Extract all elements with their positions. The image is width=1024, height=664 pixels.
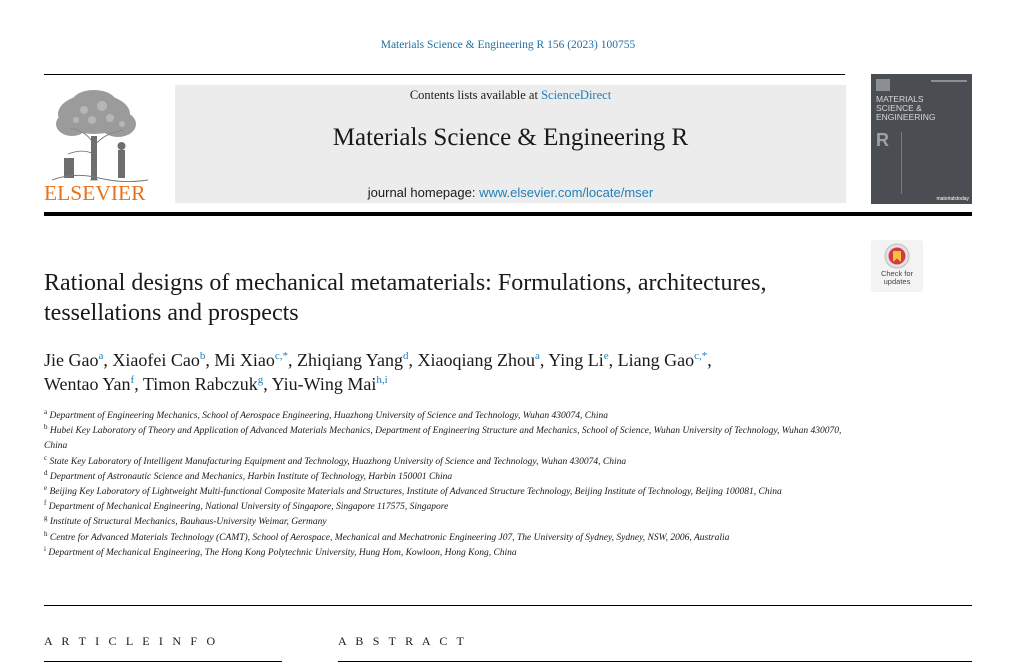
affiliation-text: State Key Laboratory of Intelligent Manufacturing Equipment and Technology, Huazhong University of Science and Technology, Wuhan 430074, China — [49, 456, 627, 467]
check-updates-icon — [884, 243, 910, 269]
author-name[interactable]: Xiaofei Cao — [112, 350, 200, 370]
cover-title-line: ENGINEERING — [876, 112, 936, 122]
author-name[interactable]: Timon Rabczuk — [142, 374, 258, 394]
abstract-heading: A B S T R A C T — [338, 634, 468, 648]
affiliation-text: Institute of Structural Mechanics, Bauhaus-University Weimar, Germany — [49, 517, 327, 528]
cover-top-mark — [876, 79, 890, 91]
affiliation-text: Department of Mechanical Engineering, The Hong Kong Polytechnic University, Hung Hom, Kowloon, Hong Kong, China — [48, 547, 517, 558]
contents-line — [175, 88, 846, 103]
cover-divider — [901, 132, 902, 194]
affiliation — [44, 409, 844, 424]
tree-icon — [44, 84, 154, 182]
affiliation-key: c — [44, 453, 48, 462]
sciencedirect-link[interactable]: ScienceDirect — [541, 88, 612, 102]
cover-title-line: MATERIALS — [876, 94, 924, 104]
author-name[interactable]: Ying Li — [548, 350, 604, 370]
journal-cover-image[interactable] — [871, 74, 972, 204]
article-title-line: tessellations and prospects — [44, 300, 299, 326]
cover-title-line: SCIENCE & — [876, 103, 922, 113]
author-affiliation-mark[interactable]: a — [98, 350, 104, 362]
affiliation — [44, 546, 844, 561]
author-affiliation-mark[interactable]: h,i — [376, 374, 388, 386]
elsevier-wordmark: ELSEVIER — [44, 181, 146, 205]
author-name[interactable]: Jie Gao — [44, 350, 99, 370]
affiliation — [44, 485, 844, 500]
affiliation-key: i — [44, 544, 46, 553]
section-rule — [44, 605, 972, 606]
article-title-line: Rational designs of mechanical metamaterials: Formulations, architectures, — [44, 270, 767, 296]
affiliation-text: Department of Mechanical Engineering, National University of Singapore, Singapore 117575, Singapore — [48, 502, 449, 513]
author-name[interactable]: Mi Xiao — [214, 350, 275, 370]
author-affiliation-mark[interactable]: d — [403, 350, 409, 362]
elsevier-logo[interactable] — [44, 84, 154, 206]
author-name[interactable]: Liang Gao — [617, 350, 695, 370]
author-affiliation-mark[interactable]: c,* — [274, 350, 288, 362]
affiliation-list — [44, 409, 844, 561]
header-bottom-rule — [44, 212, 972, 216]
check-updates-line: Check for — [880, 269, 914, 278]
article-info-rule — [44, 661, 282, 662]
affiliation-key: b — [44, 423, 48, 432]
affiliation-text: Hubei Key Laboratory of Theory and Application of Advanced Materials Mechanics, Department of Engineering Structure and Mechanics, School of Science, Wuhan University of Technology, Wuhan 430070, China — [44, 426, 842, 452]
affiliation-key: f — [44, 499, 47, 508]
author-affiliation-mark[interactable]: b — [199, 350, 206, 362]
cover-letter: R — [876, 130, 889, 150]
affiliation — [44, 500, 844, 515]
check-updates-label — [871, 270, 923, 286]
author-affiliation-mark[interactable]: f — [130, 374, 135, 386]
author-line: Wentao Yan$^f$, Timon Rabczuk$^g$, Yiu-Wing Mai$^{h,i}$ — [44, 374, 388, 394]
affiliation-text: Centre for Advanced Materials Technology (CAMT), School of Aerospace, Mechanical and Mechatronic Engineering J07, The University of Sydney, Sydney, NSW, 2006, Australia — [49, 532, 730, 543]
homepage-link[interactable]: www.elsevier.com/locate/mser — [479, 185, 654, 200]
author-affiliation-mark[interactable]: e — [603, 350, 609, 362]
author-name[interactable]: Yiu-Wing Mai — [271, 374, 377, 394]
author-line: Jie Gao$^a$, Xiaofei Cao$^b$, Mi Xiao$^{c,*}$, Zhiqiang Yang$^d$, Xiaoqiang Zhou$^a$, Ying Li$^e$, Liang Gao$^{c,*}$, — [44, 350, 712, 370]
journal-citation[interactable]: Materials Science & Engineering R 156 (2023) 100755 — [380, 39, 636, 51]
affiliation-text: Beijing Key Laboratory of Lightweight Multi-functional Composite Materials and Structures, Institute of Advanced Structure Technology, Beijing Institute of Technology, Beijing 100081, China — [49, 487, 782, 498]
affiliation-text: Department of Engineering Mechanics, School of Aerospace Engineering, Huazhong University of Science and Technology, Wuhan 430074, China — [49, 411, 608, 421]
affiliation-key: d — [44, 468, 48, 477]
article-title — [44, 268, 854, 328]
affiliation-key: a — [44, 408, 48, 416]
author-affiliation-mark[interactable]: c,* — [694, 350, 708, 362]
author-affiliation-mark[interactable]: a — [534, 350, 540, 362]
article-info-heading: A R T I C L E I N F O — [44, 634, 219, 648]
abstract-rule — [338, 661, 972, 662]
homepage-prefix: journal homepage: — [367, 185, 476, 200]
affiliation-text: Department of Astronautic Science and Mechanics, Harbin Institute of Technology, Harbin 150001 China — [49, 471, 453, 482]
header-top-rule — [44, 74, 845, 75]
author-list — [44, 348, 864, 396]
author-name[interactable]: Wentao Yan — [44, 374, 131, 394]
author-name[interactable]: Xiaoqiang Zhou — [417, 350, 535, 370]
journal-homepage-line — [175, 185, 846, 200]
author-name[interactable]: Zhiqiang Yang — [296, 350, 403, 370]
cover-top-rule — [931, 80, 967, 82]
affiliation — [44, 455, 844, 470]
affiliation-key: h — [44, 529, 48, 538]
cover-title — [876, 95, 971, 122]
affiliation — [44, 470, 844, 485]
affiliation — [44, 531, 844, 546]
contents-prefix: Contents lists available at — [409, 88, 538, 102]
journal-title: Materials Science & Engineering R — [332, 124, 689, 151]
check-updates-line: updates — [883, 277, 911, 286]
check-for-updates-button[interactable] — [871, 240, 923, 292]
affiliation — [44, 515, 844, 530]
affiliation — [44, 424, 844, 454]
affiliation-key: g — [44, 514, 48, 523]
author-affiliation-mark[interactable]: g — [257, 374, 264, 386]
cover-footer: materialstoday — [936, 196, 969, 202]
affiliation-key: e — [44, 484, 48, 493]
